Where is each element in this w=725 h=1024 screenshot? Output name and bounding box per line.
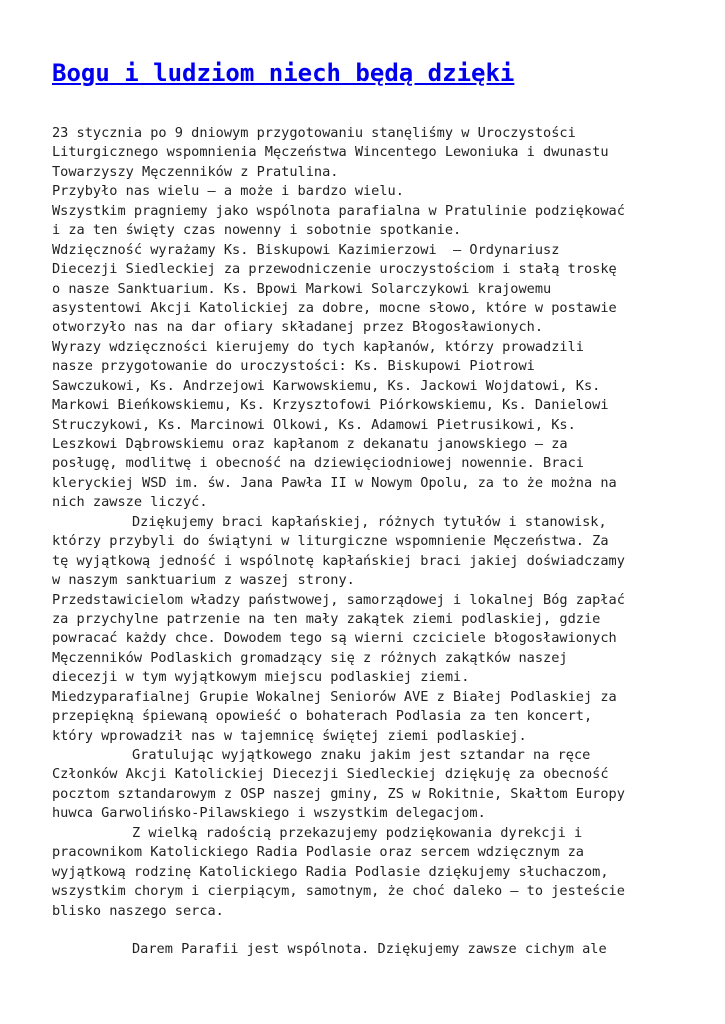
body-line: diecezji w tym wyjątkowym miejscu podlaskiej ziemi. — [52, 669, 470, 686]
body-line: Diecezji Siedleckiej za przewodniczenie uroczystościom i stałą troskę — [52, 261, 617, 278]
body-line: za przychylne patrzenie na ten mały zakątek ziemi podlaskiej, gdzie — [52, 610, 601, 627]
body-line: Przybyło nas wielu – a może i bardzo wielu. — [52, 183, 404, 200]
body-line: którzy przybyli do świątyni w liturgiczne wspomnienie Męczeństwa. Za — [52, 533, 609, 550]
body-line: huwca Garwolińsko-Pilawskiego i wszystkim delegacjom. — [52, 805, 486, 822]
body-line: Liturgicznego wspomnienia Męczeństwa Wincentego Lewoniuka i dwunastu — [52, 144, 609, 161]
body-line: pracownikom Katolickiego Radia Podlasie oraz sercem wdzięcznym za — [52, 844, 584, 861]
body-line: blisko naszego serca. — [52, 902, 224, 919]
body-line: posługę, modlitwę i obecność na dziewięciodniowej nowennie. Braci — [52, 455, 584, 472]
body-line: Gratulując wyjątkowego znaku jakim jest sztandar na ręce — [132, 747, 591, 763]
body-line: Członków Akcji Katolickiej Diecezji Siedleckiej dziękuję za obecność — [52, 766, 609, 783]
body-line: pocztom sztandarowym z OSP naszej gminy, ZS w Rokitnie, Skałtom Europy — [52, 785, 625, 802]
body-line: Leszkowi Dąbrowskiemu oraz kapłanom z dekanatu janowskiego – za — [52, 436, 568, 452]
body-line: kleryckiej WSD im. św. Jana Pawła II w Nowym Opolu, za to że można na — [52, 474, 617, 491]
body-line: powracać każdy chce. Dowodem tego są wierni czciciele błogosławionych — [52, 630, 617, 647]
body-line: otworzyło nas na dar ofiary składanej przez Błogosławionych. — [52, 319, 544, 336]
body-line: i za ten święty czas nowenny i sobotnie spotkanie. — [52, 222, 462, 239]
body-line: Darem Parafii jest wspólnota. Dziękujemy zawsze cichym ale — [132, 940, 607, 957]
body-line: asystentowi Akcji Katolickiej za dobre, mocne słowo, które w postawie — [52, 299, 617, 316]
body-line: Sawczukowi, Ks. Andrzejowi Karwowskiemu, Ks. Jackowi Wojdatowi, Ks. — [52, 377, 601, 394]
body-line: Wszystkim pragniemy jako wspólnota parafialna w Pratulinie podziękować — [52, 202, 625, 219]
body-line: o nasze Sanktuarium. Ks. Bpowi Markowi Solarczykowi krajowemu — [52, 280, 552, 297]
body-line: wszystkim chorym i cierpiącym, samotnym, że choć daleko – to jesteście — [52, 883, 625, 900]
body-line: w naszym sanktuarium z waszej strony. — [52, 572, 355, 589]
body-line: Wyrazy wdzięczności kierujemy do tych kapłanów, którzy prowadzili — [52, 338, 584, 355]
article-body — [52, 124, 662, 959]
body-line: przepiękną śpiewaną opowieść o bohaterach Podlasia za ten koncert, — [52, 708, 593, 725]
body-line: nasze przygotowanie do uroczystości: Ks. Biskupowi Piotrowi — [52, 358, 535, 375]
body-line: Męczenników Podlaskich gromadzący się z różnych zakątków naszej — [52, 649, 568, 666]
body-line: Struczykowi, Ks. Marcinowi Olkowi, Ks. Adamowi Pietrusikowi, Ks. — [52, 416, 576, 433]
body-line: Markowi Bieńkowskiemu, Ks. Krzysztofowi Piórkowskiemu, Ks. Danielowi — [52, 397, 609, 414]
body-line: Miedzyparafialnej Grupie Wokalnej Seniorów AVE z Białej Podlaskiej za — [52, 688, 617, 705]
body-line: Z wielką radością przekazujemy podziękowania dyrekcji i — [132, 824, 583, 841]
body-line: Wdzięczność wyrażamy Ks. Biskupowi Kazimierzowi – Ordynariusz — [52, 241, 560, 258]
body-line: Przedstawicielom władzy państwowej, samorządowej i lokalnej Bóg zapłać — [52, 591, 625, 608]
body-line: Dziękujemy braci kapłańskiej, różnych tytułów i stanowisk, — [132, 513, 607, 530]
body-line: tę wyjątkową jedność i wspólnotę kapłańskiej braci jakiej doświadczamy — [52, 552, 625, 569]
body-line: nich zawsze liczyć. — [52, 494, 208, 511]
body-line: który wprowadził nas w tajemnicę świętej ziemi podlaskiej. — [52, 727, 527, 744]
document-page — [52, 56, 662, 957]
article-title-link[interactable]: Bogu i ludziom niech będą dzięki — [52, 59, 515, 87]
body-line: Towarzyszy Męczenników z Pratulina. — [52, 163, 339, 180]
body-line: wyjątkową rodzinę Katolickiego Radia Podlasie dziękujemy słuchaczom, — [52, 863, 609, 880]
body-line: 23 stycznia po 9 dniowym przygotowaniu stanęliśmy w Uroczystości — [52, 125, 576, 141]
